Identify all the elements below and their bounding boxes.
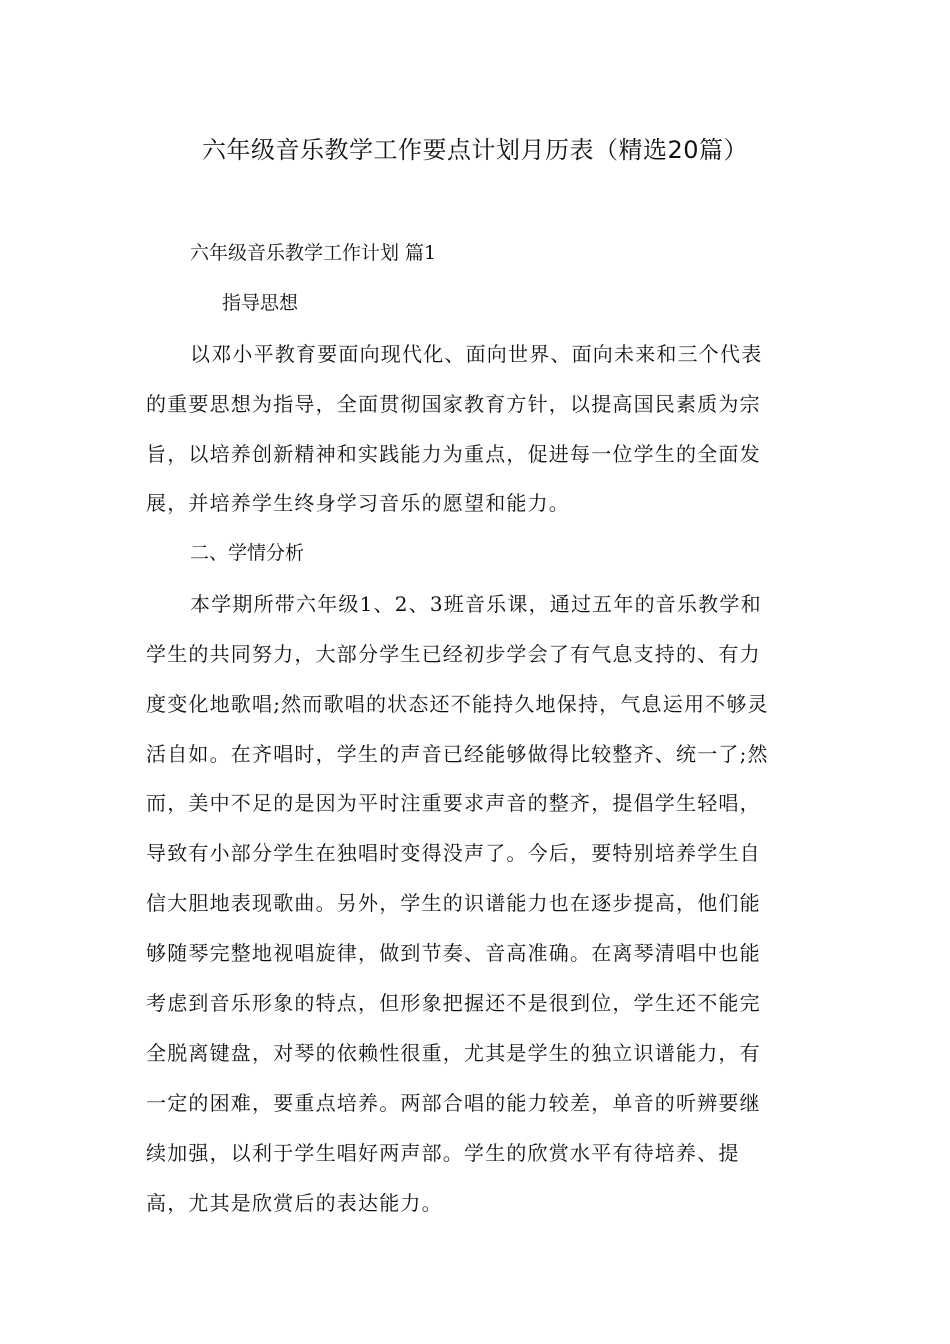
paragraph-line: 全脱离键盘，对琴的依赖性很重，尤其是学生的独立识谱能力，有	[146, 1041, 761, 1065]
paragraph-line: 一定的困难，要重点培养。两部合唱的能力较差，单音的听辨要继	[146, 1091, 761, 1115]
paragraph-line: 度变化地歌唱;然而歌唱的状态还不能持久地保持，气息运用不够灵	[146, 692, 769, 716]
paragraph-line: 而，美中不足的是因为平时注重要求声音的整齐，提倡学生轻唱，	[146, 791, 761, 815]
article-heading: 六年级音乐教学工作计划 篇1	[190, 242, 437, 264]
paragraph-line: 展，并培养学生终身学习音乐的愿望和能力。	[146, 491, 570, 515]
paragraph-line: 信大胆地表现歌曲。另外，学生的识谱能力也在逐步提高，他们能	[146, 891, 761, 915]
paragraph-line: 本学期所带六年级1、2、3班音乐课，通过五年的音乐教学和	[190, 592, 762, 616]
paragraph-line: 考虑到音乐形象的特点，但形象把握还不是很到位，学生还不能完	[146, 991, 761, 1015]
paragraph-line: 续加强，以利于学生唱好两声部。学生的欣赏水平有待培养、提	[146, 1141, 740, 1165]
paragraph-line: 的重要思想为指导，全面贯彻国家教育方针，以提高国民素质为宗	[146, 392, 761, 416]
paragraph-line: 够随琴完整地视唱旋律，做到节奏、音高准确。在离琴清唱中也能	[146, 941, 761, 965]
document-title: 六年级音乐教学工作要点计划月历表（精选20篇）	[201, 136, 749, 164]
paragraph-line: 高，尤其是欣赏后的表达能力。	[146, 1191, 443, 1215]
paragraph-line: 导致有小部分学生在独唱时变得没声了。今后，要特别培养学生自	[146, 841, 761, 865]
section-heading-guiding-ideology: 指导思想	[222, 292, 299, 314]
paragraph-line: 学生的共同努力，大部分学生已经初步学会了有气息支持的、有力	[146, 642, 761, 666]
paragraph-line: 以邓小平教育要面向现代化、面向世界、面向未来和三个代表	[190, 342, 763, 366]
paragraph-line: 活自如。在齐唱时，学生的声音已经能够做得比较整齐、统一了;然	[146, 742, 769, 766]
section-heading-student-analysis: 二、学情分析	[190, 542, 305, 564]
paragraph-line: 旨，以培养创新精神和实践能力为重点，促进每一位学生的全面发	[146, 442, 761, 466]
